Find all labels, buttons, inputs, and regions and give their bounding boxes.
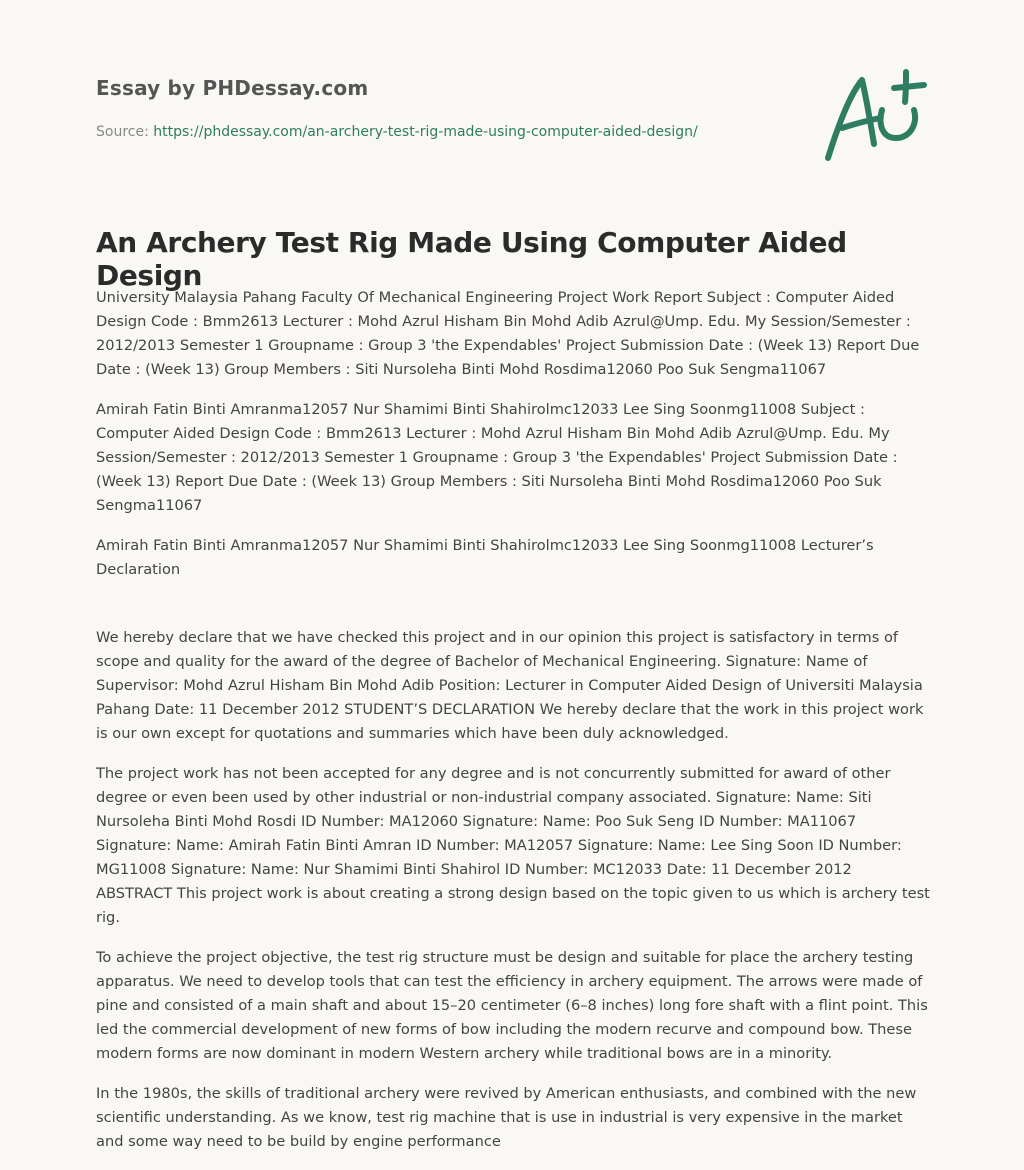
document-body — [96, 286, 930, 1170]
paragraph-2: Amirah Fatin Binti Amranma12057 Nur Shamimi Binti Shahirolmc12033 Lee Sing Soonmg11008 Subject : Computer Aided Design Code : Bmm2613 Lecturer : Mohd Azrul Hisham Bin Mohd Adib Azrul@Ump. Edu. My Session/Semester : 2012/2013 Semester 1 Groupname : Group 3 'the Expendables' Project Submission Date : (Week 13) Report Due Date : (Week 13) Group Members : Siti Nursoleha Binti Mohd Rosdima12060 Poo Suk Sengma11067 — [96, 401, 898, 514]
paragraph-6: To achieve the project objective, the test rig structure must be design and suitable for place the archery testing apparatus. We need to develop tools that can test the efficiency in archery equipment. The arrows were made of pine and consisted of a main shaft and about 15–20 centimeter (6–8 inches) long fore shaft with a flint point. This led the commercial development of new forms of bow including the modern recurve and compound bow. These modern forms are now dominant in modern Western archery while traditional bows are in a minority. — [96, 949, 928, 1062]
document-title: An Archery Test Rig Made Using Computer Aided Design — [96, 226, 847, 292]
source-link[interactable]: https://phdessay.com/an-archery-test-rig-made-using-computer-aided-design/ — [153, 124, 698, 140]
a-plus-logo-icon — [818, 66, 930, 166]
source-line — [96, 124, 796, 140]
paragraph-5: The project work has not been accepted for any degree and is not concurrently submitted for award of other degree or even been used by other industrial or non-industrial company associated. Signature: Name: Siti Nursoleha Binti Mohd Rosdi ID Number: MA12060 Signature: Name: Poo Suk Seng ID Number: MA11067 Signature: Name: Amirah Fatin Binti Amran ID Number: MA12057 Signature: Name: Lee Sing Soon ID Number: MG11008 Signature: Name: Nur Shamimi Binti Shahirol ID Number: MC12033 Date: 11 December 2012 ABSTRACT This project work is about creating a strong design based on the topic given to us which is archery test rig. — [96, 765, 930, 926]
paragraph-4: We hereby declare that we have checked this project and in our opinion this project is satisfactory in terms of scope and quality for the award of the degree of Bachelor of Mechanical Engineering. Signature: Name of Supervisor: Mohd Azrul Hisham Bin Mohd Adib Position: Lecturer in Computer Aided Design of Universiti Malaysia Pahang Date: 11 December 2012 STUDENT’S DECLARATION We hereby declare that the work in this project work is our own except for quotations and summaries which have been duly acknowledged. — [96, 629, 924, 742]
a-plus-logo — [818, 66, 930, 166]
source-label: Source: — [96, 124, 154, 140]
paragraph-7: In the 1980s, the skills of traditional archery were revived by American enthusiasts, and combined with the new scientific understanding. As we know, test rig machine that is use in industrial is very expensive in the market and some way need to be build by engine performance — [96, 1085, 917, 1150]
site-title: Essay by PHDessay.com — [96, 76, 369, 100]
paragraph-3: Amirah Fatin Binti Amranma12057 Nur Shamimi Binti Shahirolmc12033 Lee Sing Soonmg11008 Lecturer’s Declaration — [96, 537, 874, 578]
page-header — [96, 76, 796, 140]
paragraph-1: University Malaysia Pahang Faculty Of Mechanical Engineering Project Work Report Subject : Computer Aided Design Code : Bmm2613 Lecturer : Mohd Azrul Hisham Bin Mohd Adib Azrul@Ump. Edu. My Session/Semester : 2012/2013 Semester 1 Groupname : Group 3 'the Expendables' Project Submission Date : (Week 13) Report Due Date : (Week 13) Group Members : Siti Nursoleha Binti Mohd Rosdima12060 Poo Suk Sengma11067 — [96, 289, 920, 378]
